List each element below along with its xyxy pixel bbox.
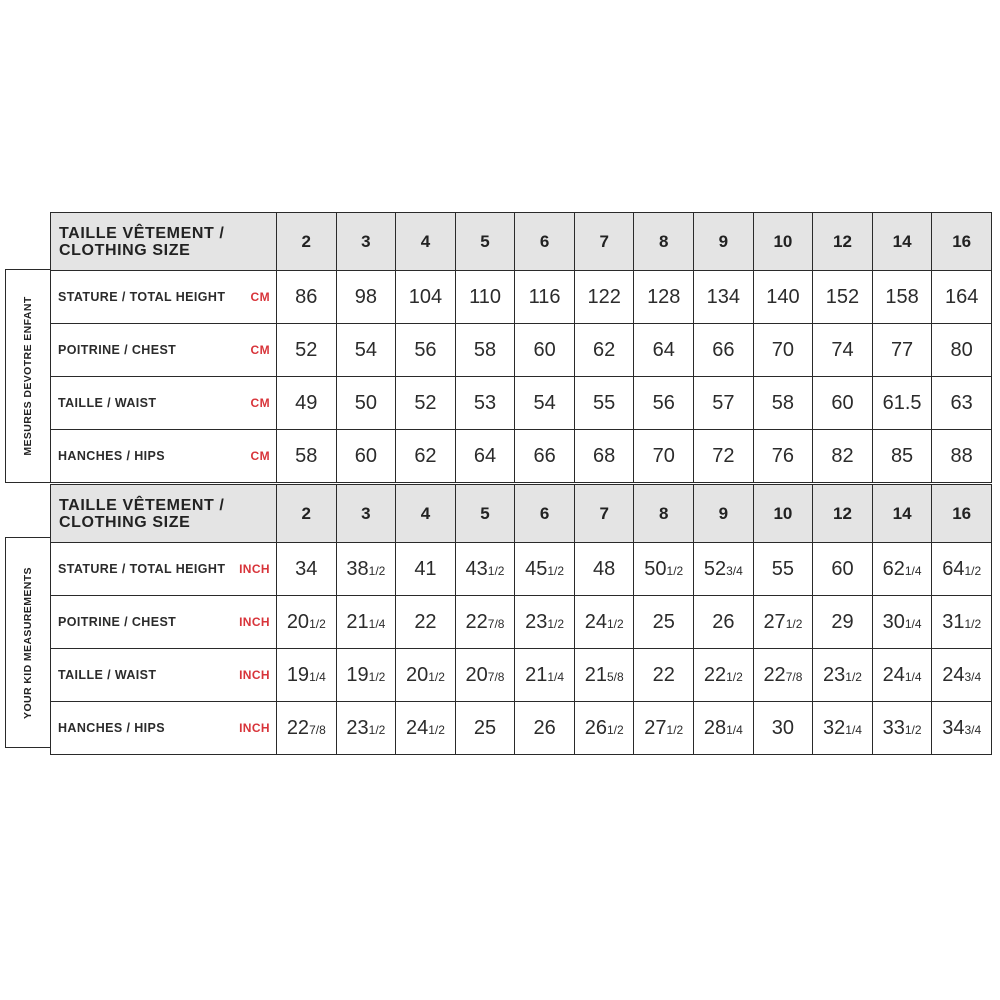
measurement-value-cell: 66 (694, 324, 754, 377)
measurement-row (51, 543, 992, 596)
value-whole: 34 (295, 557, 318, 580)
value-whole: 62 (882, 557, 905, 580)
measurement-value-cell (277, 649, 337, 702)
clothing-size-label-line1: TAILLE VÊTEMENT / (59, 224, 225, 242)
measurement-value-cell: 54 (515, 377, 575, 430)
value-fraction: 1/4 (904, 669, 922, 684)
measurement-value-cell (574, 543, 634, 596)
measurement-label-cell (51, 702, 277, 755)
value-fraction: 1/2 (547, 563, 565, 578)
value-fraction: 1/4 (904, 563, 922, 578)
measurement-value-cell: 85 (872, 430, 932, 483)
measurement-value-cell (574, 702, 634, 755)
value-whole: 52 (703, 557, 727, 580)
measurement-row (51, 649, 992, 702)
measurement-value-cell: 62 (396, 430, 456, 483)
clothing-size-label-line2: CLOTHING SIZE (59, 241, 191, 259)
measurement-value-cell (872, 649, 932, 702)
size-header-cell: 2 (277, 213, 337, 271)
value-whole: 19 (346, 663, 369, 686)
value-fraction: 1/2 (606, 722, 624, 737)
measurement-value-cell: 52 (277, 324, 337, 377)
value-whole: 23 (525, 610, 548, 633)
measurement-value-cell (813, 649, 873, 702)
value-fraction: 1/2 (606, 616, 624, 631)
measurement-value-cell: 55 (574, 377, 634, 430)
value-fraction: 1/4 (726, 722, 743, 737)
measurement-value-cell: 63 (932, 377, 992, 430)
measurement-value-cell: 128 (634, 271, 694, 324)
value-whole: 24 (882, 663, 905, 686)
measurement-value-cell (694, 702, 754, 755)
measurement-value-cell: 49 (277, 377, 337, 430)
measurement-value-cell (336, 649, 396, 702)
measurement-value-cell: 116 (515, 271, 575, 324)
unit-label: CM (250, 449, 270, 463)
unit-label: INCH (239, 668, 270, 682)
unit-label: CM (250, 343, 270, 357)
measurement-value-cell: 80 (932, 324, 992, 377)
measurement-value-cell: 64 (634, 324, 694, 377)
value-fraction: 1/4 (845, 722, 862, 737)
measurement-value-cell: 66 (515, 430, 575, 483)
side-label-box-inch (5, 537, 50, 748)
measurement-value-cell (872, 702, 932, 755)
measurement-value-cell (396, 649, 456, 702)
measurement-value-cell (694, 649, 754, 702)
value-whole: 21 (584, 663, 607, 686)
measurement-value-cell (277, 596, 337, 649)
value-whole: 30 (771, 716, 795, 739)
header-row (51, 485, 992, 543)
measurement-value-cell: 57 (694, 377, 754, 430)
measurement-value-cell (396, 702, 456, 755)
value-whole: 34 (942, 716, 965, 739)
clothing-size-label-line1: TAILLE VÊTEMENT / (59, 496, 225, 514)
measurement-row (51, 596, 992, 649)
value-whole: 24 (405, 716, 429, 739)
value-fraction: 1/2 (964, 563, 982, 578)
cm-size-table (50, 212, 992, 483)
size-header-cell: 12 (813, 213, 873, 271)
measurement-value-cell: 60 (515, 324, 575, 377)
value-whole: 20 (286, 610, 310, 633)
value-whole: 20 (465, 663, 488, 686)
measurement-value-cell (336, 702, 396, 755)
size-header-cell: 14 (872, 213, 932, 271)
measurement-value-cell: 64 (455, 430, 515, 483)
value-whole: 22 (703, 663, 727, 686)
side-label-cm: MESURES DEVOTRE ENFANT (22, 296, 34, 456)
measurement-value-cell: 56 (634, 377, 694, 430)
measurement-value-cell (634, 596, 694, 649)
measurement-label-cell (51, 649, 277, 702)
inch-table-block (50, 484, 992, 755)
measurement-value-cell: 61.5 (872, 377, 932, 430)
measurement-value-cell (813, 543, 873, 596)
value-fraction: 1/2 (368, 563, 386, 578)
measurement-value-cell (277, 702, 337, 755)
size-header-cell: 10 (753, 213, 813, 271)
value-whole: 32 (823, 716, 846, 739)
value-whole: 33 (882, 716, 905, 739)
measurement-value-cell: 56 (396, 324, 456, 377)
measurement-value-cell (694, 543, 754, 596)
measurement-value-cell (753, 702, 813, 755)
measurement-label-cell (51, 543, 277, 596)
value-fraction: 1/2 (904, 722, 922, 737)
measurement-value-cell: 68 (574, 430, 634, 483)
measurement-value-cell (336, 543, 396, 596)
measurement-label-cell (51, 596, 277, 649)
measurement-value-cell: 70 (753, 324, 813, 377)
measurement-value-cell: 58 (455, 324, 515, 377)
value-whole: 24 (584, 610, 607, 633)
value-fraction: 1/4 (309, 669, 326, 684)
value-fraction: 1/4 (904, 616, 922, 631)
value-fraction: 5/8 (606, 669, 624, 684)
measurement-value-cell (277, 543, 337, 596)
unit-label: INCH (239, 721, 270, 735)
measurement-value-cell (813, 596, 873, 649)
measurement-value-cell (634, 649, 694, 702)
measurement-value-cell (753, 649, 813, 702)
clothing-size-label (51, 485, 277, 543)
value-whole: 31 (942, 610, 965, 633)
measurement-label: HANCHES / HIPS (58, 449, 166, 463)
measurement-value-cell (872, 543, 932, 596)
size-header-cell: 12 (813, 485, 873, 543)
value-whole: 60 (831, 557, 854, 580)
measurement-value-cell: 77 (872, 324, 932, 377)
value-fraction: 1/2 (368, 669, 386, 684)
value-whole: 26 (584, 716, 607, 739)
unit-label: INCH (239, 615, 270, 629)
measurement-value-cell: 140 (753, 271, 813, 324)
measurement-label: HANCHES / HIPS (58, 721, 166, 735)
measurement-value-cell: 82 (813, 430, 873, 483)
value-fraction: 1/2 (726, 669, 743, 684)
measurement-label: TAILLE / WAIST (58, 668, 157, 682)
value-whole: 29 (831, 610, 854, 633)
measurement-value-cell (813, 702, 873, 755)
value-whole: 22 (286, 716, 310, 739)
measurement-label-cell (51, 324, 277, 377)
value-whole: 45 (525, 557, 548, 580)
measurement-label-cell (51, 430, 277, 483)
size-header-cell: 3 (336, 213, 396, 271)
value-whole: 20 (405, 663, 429, 686)
value-fraction: 1/2 (487, 563, 505, 578)
measurement-value-cell (455, 543, 515, 596)
clothing-size-label-line2: CLOTHING SIZE (59, 513, 191, 531)
measurement-value-cell (694, 596, 754, 649)
measurement-value-cell (515, 596, 575, 649)
measurement-value-cell: 98 (336, 271, 396, 324)
measurement-value-cell (872, 596, 932, 649)
value-fraction: 1/2 (368, 722, 386, 737)
value-whole: 28 (703, 716, 727, 739)
value-whole: 64 (942, 557, 965, 580)
measurement-value-cell (932, 702, 992, 755)
value-fraction: 7/8 (785, 669, 803, 684)
measurement-value-cell (634, 702, 694, 755)
measurement-value-cell: 104 (396, 271, 456, 324)
size-header-cell: 16 (932, 213, 992, 271)
measurement-value-cell: 52 (396, 377, 456, 430)
measurement-value-cell (634, 543, 694, 596)
value-whole: 50 (644, 557, 667, 580)
value-whole: 27 (763, 610, 786, 633)
cm-table-block (50, 212, 992, 483)
measurement-value-cell (932, 596, 992, 649)
unit-label: CM (250, 396, 270, 410)
value-fraction: 7/8 (487, 669, 505, 684)
value-fraction: 1/2 (666, 722, 684, 737)
measurement-value-cell: 62 (574, 324, 634, 377)
value-fraction: 7/8 (487, 616, 505, 631)
measurement-value-cell (753, 596, 813, 649)
value-whole: 27 (644, 716, 667, 739)
value-whole: 25 (473, 716, 497, 739)
size-header-cell: 3 (336, 485, 396, 543)
value-whole: 22 (465, 610, 488, 633)
value-fraction: 1/2 (309, 616, 326, 631)
value-fraction: 1/2 (845, 669, 862, 684)
size-header-cell: 4 (396, 213, 456, 271)
measurement-value-cell: 76 (753, 430, 813, 483)
measurement-value-cell: 110 (455, 271, 515, 324)
measurement-value-cell: 72 (694, 430, 754, 483)
value-fraction: 3/4 (964, 722, 982, 737)
value-whole: 22 (763, 663, 786, 686)
measurement-value-cell: 152 (813, 271, 873, 324)
measurement-label: TAILLE / WAIST (58, 396, 157, 410)
measurement-value-cell: 60 (813, 377, 873, 430)
measurement-value-cell: 86 (277, 271, 337, 324)
measurement-label-cell (51, 377, 277, 430)
measurement-value-cell (455, 702, 515, 755)
measurement-value-cell (396, 543, 456, 596)
value-fraction: 1/2 (666, 563, 684, 578)
value-whole: 23 (823, 663, 846, 686)
measurement-label: POITRINE / CHEST (58, 343, 177, 357)
size-header-cell: 9 (694, 485, 754, 543)
side-label-box-cm (5, 269, 50, 483)
value-whole: 25 (652, 610, 675, 633)
measurement-row (51, 702, 992, 755)
value-whole: 21 (525, 663, 548, 686)
measurement-value-cell: 134 (694, 271, 754, 324)
value-fraction: 3/4 (964, 669, 982, 684)
measurement-label: POITRINE / CHEST (58, 615, 177, 629)
measurement-value-cell (515, 702, 575, 755)
unit-label: INCH (239, 562, 270, 576)
size-header-cell: 7 (574, 213, 634, 271)
value-fraction: 1/2 (785, 616, 803, 631)
measurement-value-cell: 58 (753, 377, 813, 430)
size-header-cell: 7 (574, 485, 634, 543)
value-whole: 22 (414, 610, 437, 633)
measurement-value-cell: 164 (932, 271, 992, 324)
value-whole: 26 (533, 716, 556, 739)
size-header-cell: 6 (515, 213, 575, 271)
measurement-value-cell: 60 (336, 430, 396, 483)
measurement-label: STATURE / TOTAL HEIGHT (58, 290, 226, 304)
value-fraction: 3/4 (726, 563, 743, 578)
size-header-cell: 6 (515, 485, 575, 543)
size-header-cell: 14 (872, 485, 932, 543)
size-header-cell: 10 (753, 485, 813, 543)
size-header-cell: 5 (455, 213, 515, 271)
measurement-value-cell: 50 (336, 377, 396, 430)
measurement-row (51, 377, 992, 430)
measurement-label: STATURE / TOTAL HEIGHT (58, 562, 226, 576)
measurement-value-cell (336, 596, 396, 649)
unit-label: CM (250, 290, 270, 304)
value-whole: 26 (712, 610, 735, 633)
value-whole: 43 (465, 557, 488, 580)
clothing-size-label (51, 213, 277, 271)
size-header-cell: 8 (634, 213, 694, 271)
measurement-value-cell: 70 (634, 430, 694, 483)
value-whole: 21 (346, 610, 369, 633)
value-whole: 22 (652, 663, 675, 686)
value-fraction: 1/2 (964, 616, 982, 631)
value-whole: 48 (593, 557, 616, 580)
measurement-value-cell: 58 (277, 430, 337, 483)
measurement-value-cell: 54 (336, 324, 396, 377)
inch-size-table (50, 484, 992, 755)
measurement-value-cell: 74 (813, 324, 873, 377)
side-label-inch: YOUR KID MEASUREMENTS (22, 566, 34, 719)
size-header-cell: 8 (634, 485, 694, 543)
value-fraction: 7/8 (309, 722, 326, 737)
measurement-value-cell: 88 (932, 430, 992, 483)
measurement-value-cell (455, 649, 515, 702)
measurement-value-cell (396, 596, 456, 649)
measurement-value-cell: 122 (574, 271, 634, 324)
measurement-row (51, 430, 992, 483)
measurement-value-cell (932, 649, 992, 702)
measurement-row (51, 271, 992, 324)
size-header-cell: 9 (694, 213, 754, 271)
measurement-value-cell (574, 649, 634, 702)
value-whole: 30 (882, 610, 905, 633)
size-header-cell: 16 (932, 485, 992, 543)
value-fraction: 1/2 (428, 669, 445, 684)
value-fraction: 1/4 (547, 669, 565, 684)
value-fraction: 1/2 (428, 722, 445, 737)
value-whole: 41 (414, 557, 437, 580)
value-fraction: 1/2 (547, 616, 565, 631)
size-header-cell: 5 (455, 485, 515, 543)
value-whole: 38 (346, 557, 369, 580)
measurement-value-cell: 53 (455, 377, 515, 430)
value-whole: 23 (346, 716, 369, 739)
value-whole: 55 (771, 557, 795, 580)
value-whole: 19 (286, 663, 310, 686)
value-whole: 24 (942, 663, 965, 686)
measurement-value-cell (455, 596, 515, 649)
header-row (51, 213, 992, 271)
measurement-value-cell (574, 596, 634, 649)
measurement-value-cell (515, 543, 575, 596)
measurement-value-cell: 158 (872, 271, 932, 324)
value-fraction: 1/4 (368, 616, 386, 631)
measurement-label-cell (51, 271, 277, 324)
measurement-row (51, 324, 992, 377)
size-header-cell: 4 (396, 485, 456, 543)
measurement-value-cell (515, 649, 575, 702)
measurement-value-cell (932, 543, 992, 596)
measurement-value-cell (753, 543, 813, 596)
size-header-cell: 2 (277, 485, 337, 543)
